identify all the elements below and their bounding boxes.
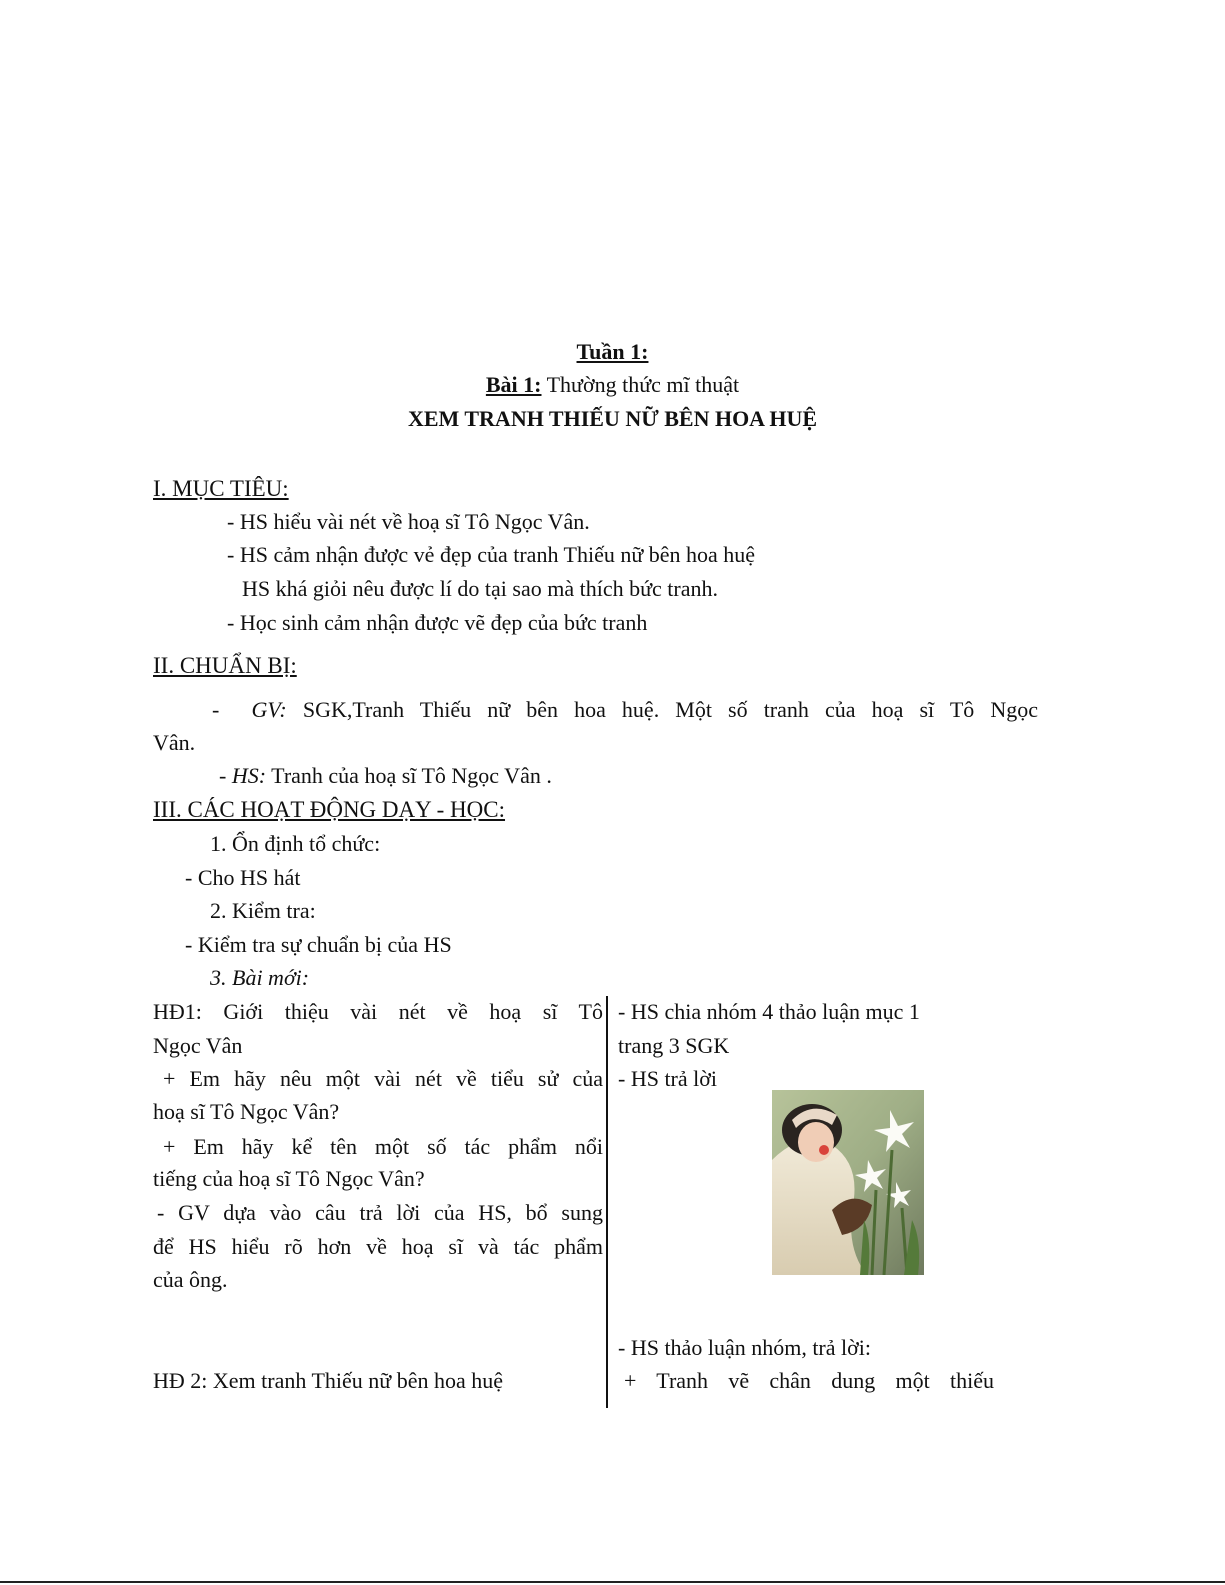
section2-heading: II. CHUẨN BỊ:: [153, 653, 297, 678]
week-title: [0, 337, 1225, 367]
week-label: Tuần 1:: [576, 339, 649, 364]
question-2-cont: tiếng của hoạ sĩ Tô Ngọc Vân?: [153, 1166, 425, 1191]
hs-response-3: - HS thảo luận nhóm, trả lời:: [618, 1335, 871, 1360]
gv-label: GV:: [251, 697, 287, 722]
section1-heading: I. MỤC TIÊU:: [153, 476, 289, 501]
page-bottom-rule: [0, 1581, 1225, 1583]
step-2: 2. Kiểm tra:: [210, 898, 316, 923]
objective-item: - HS hiểu vài nét về hoạ sĩ Tô Ngọc Vân.: [227, 509, 590, 534]
hs-response-4: + Tranh vẽ chân dung một thiếu: [624, 1368, 994, 1393]
lesson-title: XEM TRANH THIẾU NỮ BÊN HOA HUỆ: [407, 406, 818, 431]
question-1: + Em hãy nêu một vài nét về tiểu sử của: [163, 1066, 603, 1091]
lesson-line: [0, 370, 1225, 400]
hs-response-1: - HS chia nhóm 4 thảo luận mục 1: [618, 999, 920, 1024]
gv-text: SGK,Tranh Thiếu nữ bên hoa huệ. Một số tranh của hoạ sĩ Tô Ngọc: [302, 697, 1039, 722]
hs-preparation: - HS: Tranh của hoạ sĩ Tô Ngọc Vân .: [219, 763, 552, 788]
lesson-label: Bài 1:: [485, 372, 542, 397]
hs-text: Tranh của hoạ sĩ Tô Ngọc Vân .: [271, 763, 552, 788]
gv-note: - GV dựa vào câu trả lời của HS, bổ sung: [157, 1200, 603, 1225]
step-1: 1. Ổn định tổ chức:: [210, 831, 381, 856]
objective-item: - HS cảm nhận được vẻ đẹp của tranh Thiếu nữ bên hoa huệ: [227, 542, 756, 567]
objective-item: HS khá giỏi nêu được lí do tại sao mà thích bức tranh.: [242, 576, 718, 601]
step-1-item: - Cho HS hát: [185, 865, 301, 890]
gv-note-cont: để HS hiểu rõ hơn về hoạ sĩ và tác phẩm: [153, 1234, 603, 1259]
hd1-title-cont: Ngọc Vân: [153, 1033, 243, 1058]
hd1-title: HĐ1: Giới thiệu vài nét về hoạ sĩ Tô: [153, 999, 603, 1024]
lesson-topic: Thường thức mĩ thuật: [546, 372, 740, 397]
hd2-title: HĐ 2: Xem tranh Thiếu nữ bên hoa huệ: [153, 1368, 503, 1393]
gv-text-continued: Vân.: [153, 730, 196, 755]
painting-image: [772, 1090, 924, 1275]
gv-preparation: - GV: SGK,Tranh Thiếu nữ bên hoa huệ. Một số tranh của hoạ sĩ Tô Ngọc: [212, 697, 1039, 722]
step-2-item: - Kiểm tra sự chuẩn bị của HS: [185, 932, 452, 957]
question-1-cont: hoạ sĩ Tô Ngọc Vân?: [153, 1099, 340, 1124]
question-2: + Em hãy kể tên một số tác phẩm nổi: [163, 1134, 603, 1159]
hs-response-2: - HS trả lời: [618, 1066, 718, 1091]
step-3: 3. Bài mới:: [210, 965, 310, 990]
objective-item: - Học sinh cảm nhận được vẽ đẹp của bức tranh: [227, 610, 648, 635]
section3-heading: III. CÁC HOẠT ĐỘNG DẠY - HỌC:: [153, 797, 506, 822]
hs-label: HS:: [231, 763, 267, 788]
hs-response-1-cont: trang 3 SGK: [618, 1033, 730, 1058]
column-divider: [606, 996, 608, 1408]
gv-note-end: của ông.: [153, 1267, 228, 1292]
